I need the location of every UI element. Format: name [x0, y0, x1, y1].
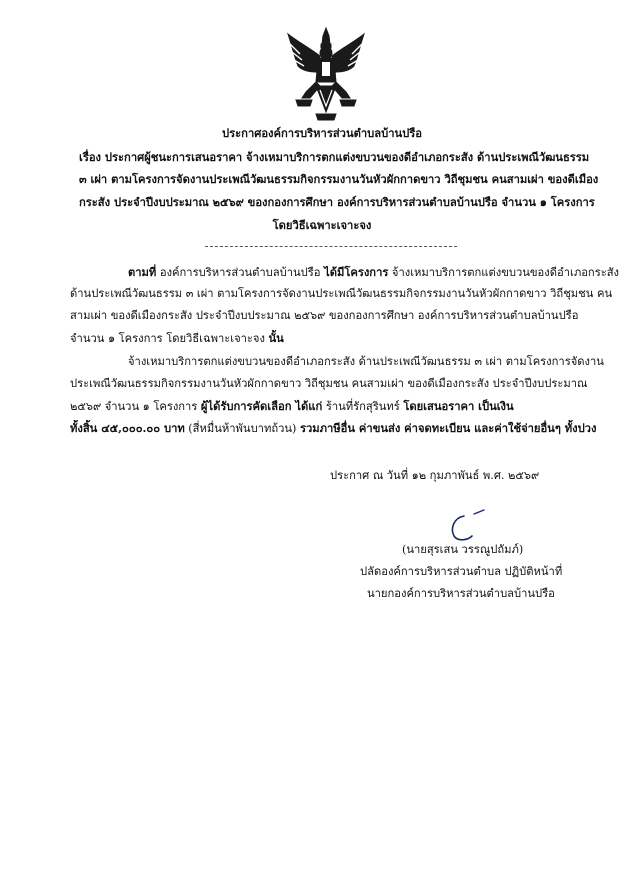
para1-mid: ได้มีโครงการ	[324, 265, 389, 279]
para2-line-3	[70, 399, 514, 414]
para2-line4-c: รวมภาษีอื่น ค่าขนส่ง ค่าจดทะเบียน และค่าใช้จ่ายอื่นๆ ทั้งปวง	[299, 421, 597, 435]
para2-line4-b: (สี่หมื่นห้าพันบาทถ้วน)	[188, 422, 297, 435]
date-label: ประกาศ ณ วันที่	[330, 469, 409, 482]
subject-line-3: กระสัง ประจำปีงบประมาณ ๒๕๖๙ ของกองการศึกษา องค์การบริหารส่วนตำบลบ้านปรือ จำนวน ๑ โครงการ	[79, 195, 595, 209]
para2-line3-b: ผู้ได้รับการคัดเลือก ได้แก่	[200, 399, 323, 413]
announcement-date-line	[330, 469, 539, 483]
subject-line-4: โดยวิธีเฉพาะเจาะจง	[272, 218, 372, 232]
para1-lead: ตามที่	[128, 265, 157, 279]
signatory-position-2: นายกองค์การบริหารส่วนตำบลบ้านปรือ	[367, 587, 555, 600]
signatory-name: (นายสุรเสน วรรณูปถัมภ์)	[402, 543, 524, 556]
para2-line4-a: ทั้งสิ้น ๔๕,๐๐๐.๐๐ บาท	[70, 421, 185, 435]
garuda-emblem-icon	[286, 26, 366, 122]
para2-line3-d: โดยเสนอราคา เป็นเงิน	[403, 399, 514, 413]
para1-line1-rest: จ้างเหมาบริการตกแต่งขบวนของดีอำเภอกระสัง	[391, 266, 620, 279]
para2-line-2: ประเพณีวัฒนธรรมกิจกรรมงานวันหัวผักกาดขาว วิถีชุมชน คนสามเผ่า ของดีเมืองกระสัง ประจำปีงบประมาณ	[70, 377, 588, 390]
para1-line-3: สามเผ่า ของดีเมืองกระสัง ประจำปีงบประมาณ ๒๕๖๙ ของกองการศึกษา องค์การบริหารส่วนตำบลบ้านปรือ	[70, 309, 579, 322]
header-divider	[205, 246, 457, 247]
para1-org: องค์การบริหารส่วนตำบลบ้านปรือ	[159, 266, 321, 279]
subject-label: เรื่อง	[79, 150, 102, 164]
para2-line3-c: ร้านที่รักสุรินทร์	[325, 400, 400, 413]
signature-mark	[446, 508, 492, 544]
para1-line-2: ด้านประเพณีวัฒนธรรม ๓ เผ่า ตามโครงการจัดงานประเพณีวัฒนธรรมกิจกรรมงานวันหัวผักกาดขาว วิถีชุมชน คน	[70, 287, 613, 300]
date-value: ๑๒ กุมภาพันธ์ พ.ศ. ๒๕๖๙	[411, 469, 540, 482]
para1-line-1	[128, 265, 619, 280]
para2-line-4	[70, 421, 596, 436]
subject-text-1: ประกาศผู้ชนะการเสนอราคา จ้างเหมาบริการตกแต่งขบวนของดีอำเภอกระสัง ด้านประเพณีวัฒนธรรม	[104, 150, 590, 164]
org-title: ประกาศองค์การบริหารส่วนตำบลบ้านปรือ	[222, 126, 422, 140]
para1-line4-text: จำนวน ๑ โครงการ โดยวิธีเฉพาะเจาะจง	[70, 332, 265, 345]
para1-line-4	[70, 331, 284, 346]
para1-line4-end: นั้น	[268, 331, 284, 345]
signatory-position: ปลัดองค์การบริหารส่วนตำบล ปฏิบัติหน้าที่	[360, 565, 563, 578]
para2-line-1: จ้างเหมาบริการตกแต่งขบวนของดีอำเภอกระสัง ด้านประเพณีวัฒนธรรม ๓ เผ่า ตามโครงการจัดงาน	[128, 355, 604, 368]
subject-line-1	[79, 150, 589, 164]
para2-line3-a: ๒๕๖๙ จำนวน ๑ โครงการ	[70, 400, 198, 413]
subject-line-2: ๓ เผ่า ตามโครงการจัดงานประเพณีวัฒนธรรมกิจกรรมงานวันหัวผักกาดขาว วิถีชุมชน คนสามเผ่า ของดีเมือง	[79, 172, 599, 186]
